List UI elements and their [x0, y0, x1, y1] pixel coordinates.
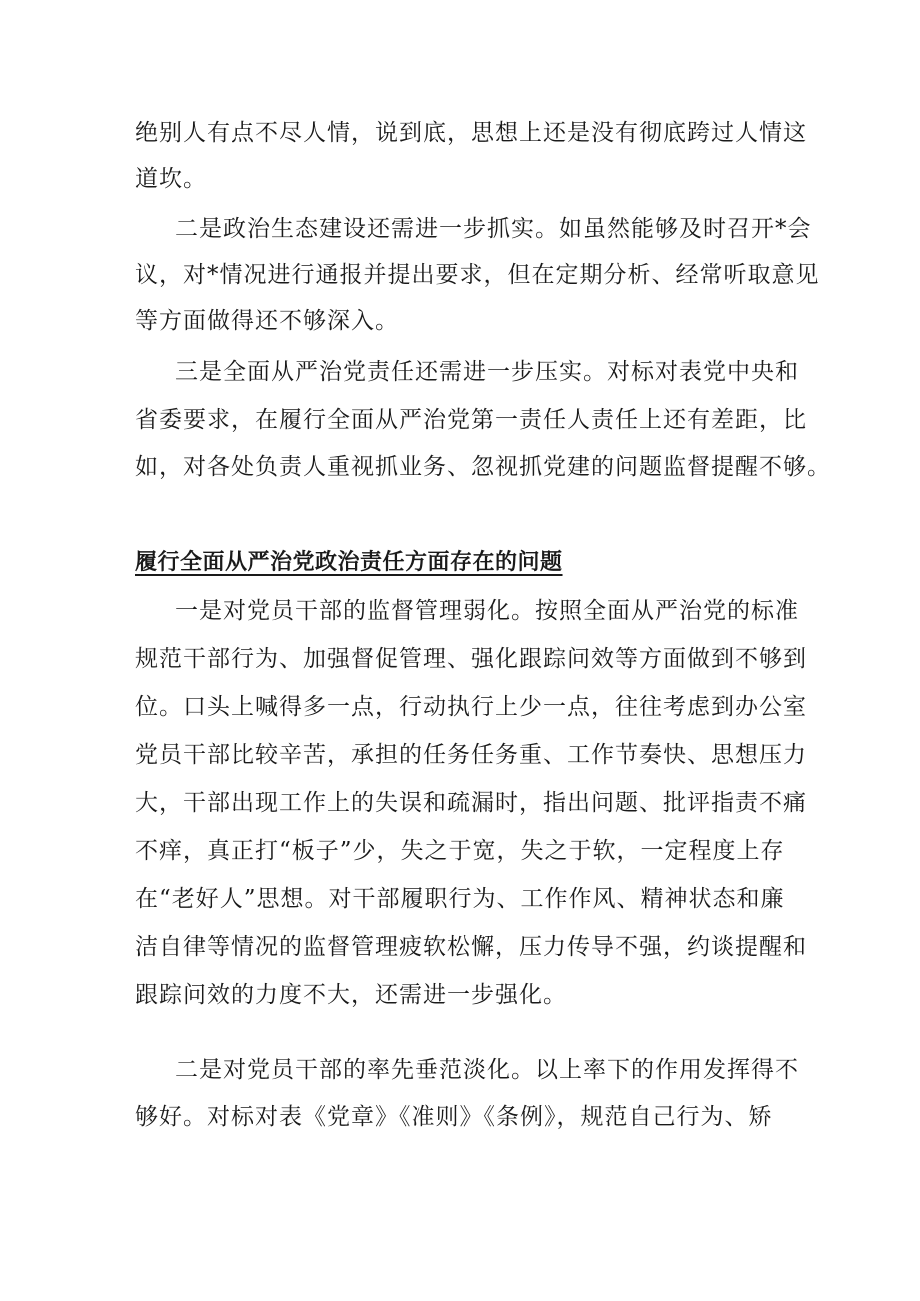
paragraph-line: 二是对党员干部的率先垂范淡化。以上率下的作用发挥得不	[175, 1057, 799, 1083]
paragraph-line: 议，对*情况进行通报并提出要求，但在定期分析、经常听取意见	[135, 262, 820, 288]
paragraph-line: 在“老好人”思想。对干部履职行为、工作作风、精神状态和廉	[135, 886, 785, 912]
section-heading: 履行全面从严治党政治责任方面存在的问题	[135, 549, 563, 575]
paragraph-line: 够好。对标对表《党章》《准则》《条例》，规范自己行为、矫	[135, 1104, 773, 1130]
paragraph-line: 不痒，真正打“板子”少，失之于宽，失之于软，一定程度上存	[135, 838, 785, 864]
paragraph-line: 跟踪问效的力度不大，还需进一步强化。	[135, 982, 567, 1008]
paragraph-line: 大，干部出现工作上的失误和疏漏时，指出问题、批评指责不痛	[135, 790, 807, 816]
paragraph-line: 位。口头上喊得多一点，行动执行上少一点，往往考虑到办公室	[135, 694, 807, 720]
paragraph-line: 党员干部比较辛苦，承担的任务任务重、工作节奏快、思想压力	[135, 742, 807, 768]
paragraph-line: 省委要求，在履行全面从严治党第一责任人责任上还有差距，比	[135, 407, 807, 433]
paragraph-line: 绝别人有点不尽人情，说到底，思想上还是没有彻底跨过人情这	[135, 120, 807, 146]
paragraph-line: 如，对各处负责人重视抓业务、忽视抓党建的问题监督提醒不够。	[135, 454, 831, 480]
paragraph-line: 一是对党员干部的监督管理弱化。按照全面从严治党的标准	[175, 598, 799, 624]
paragraph-line: 三是全面从严治党责任还需进一步压实。对标对表党中央和	[175, 359, 799, 385]
paragraph-line: 规范干部行为、加强督促管理、强化跟踪问效等方面做到不够到	[135, 646, 807, 672]
paragraph-line: 洁自律等情况的监督管理疲软松懈，压力传导不强，约谈提醒和	[135, 934, 807, 960]
paragraph-line: 道坎。	[135, 166, 207, 192]
paragraph-line: 二是政治生态建设还需进一步抓实。如虽然能够及时召开*会	[175, 216, 812, 242]
paragraph-line: 等方面做得还不够深入。	[135, 308, 399, 334]
